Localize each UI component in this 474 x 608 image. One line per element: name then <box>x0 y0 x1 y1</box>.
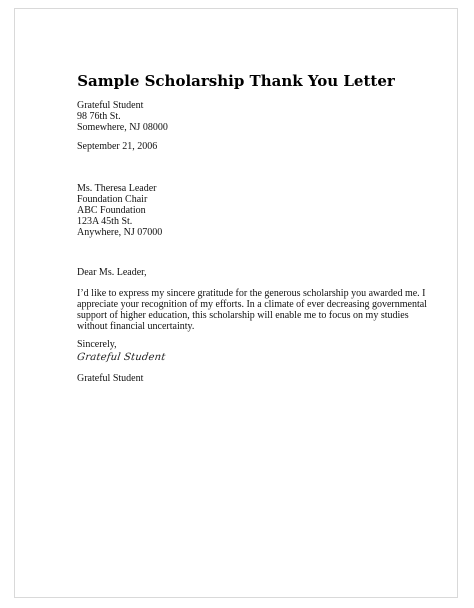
letter-body <box>77 288 427 332</box>
salutation: Dear Ms. Leader, <box>77 267 147 278</box>
body-line: without financial uncertainty. <box>77 321 195 332</box>
recipient-role: Foundation Chair <box>77 194 148 205</box>
recipient-address <box>77 183 162 238</box>
recipient-street: 123A 45th St. <box>77 216 133 227</box>
sender-street: 98 76th St. <box>77 111 121 122</box>
recipient-organization: ABC Foundation <box>77 205 146 216</box>
recipient-name: Ms. Theresa Leader <box>77 183 157 194</box>
body-line: support of higher education, this scholarship will enable me to focus on my studies <box>77 310 409 321</box>
sender-address <box>77 100 168 133</box>
letter-title: Sample Scholarship Thank You Letter <box>77 72 395 90</box>
sender-name: Grateful Student <box>77 100 144 111</box>
signer-name: Grateful Student <box>77 373 144 384</box>
recipient-city: Anywhere, NJ 07000 <box>77 227 163 238</box>
sender-city: Somewhere, NJ 08000 <box>77 122 168 133</box>
letter-date: September 21, 2006 <box>77 141 158 152</box>
body-line: appreciate your recognition of my efforts. In a climate of ever decreasing governmental <box>77 299 427 310</box>
closing: Sincerely, <box>77 339 117 350</box>
handwritten-signature: Grateful Student <box>76 352 167 363</box>
body-line: I’d like to express my sincere gratitude for the generous scholarship you awarded me. I <box>77 288 426 299</box>
letter-page <box>14 8 458 598</box>
